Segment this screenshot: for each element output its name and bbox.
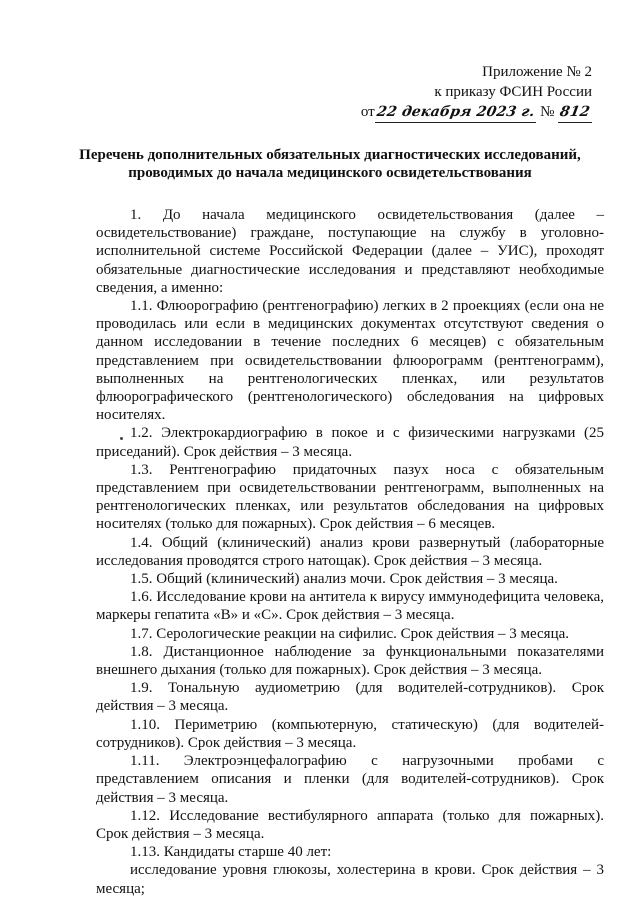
date-prefix: от bbox=[360, 104, 375, 120]
paragraph-1-13-item: исследование уровня глюкозы, холестерина в крови. Срок действия – 3 месяца; bbox=[96, 862, 604, 897]
paragraph-1-11: 1.11. Электроэнцефалографию с нагрузочными пробами с представлением описания и пленки (для водителей-сотрудников). Срок действия – 3 месяца. bbox=[96, 753, 604, 806]
paragraph-1-7: 1.7. Серологические реакции на сифилис. Срок действия – 3 месяца. bbox=[130, 625, 570, 642]
appendix-number: Приложение № 2 bbox=[482, 64, 592, 80]
paragraph-1-10: 1.10. Периметрию (компьютерную, статическую) (для водителей-сотрудников). Срок действия – 3 месяца. bbox=[96, 716, 604, 751]
title-line-2: проводимых до начала медицинского освидетельствования bbox=[128, 165, 532, 181]
paragraph-1-9: 1.9. Тональную аудиометрию (для водителей-сотрудников). Срок действия – 3 месяца. bbox=[96, 680, 604, 715]
paragraph-1-4: 1.4. Общий (клинический) анализ крови развернутый (лабораторные исследования проводятся строго натощак). Срок действия – 3 месяца. bbox=[96, 534, 604, 569]
order-number-label: № bbox=[540, 104, 555, 120]
order-date-handwritten: 22 декабря 2023 г. bbox=[375, 104, 536, 120]
paragraph-1-2: 1.2. Электрокардиографию в покое и с физическими нагрузками (25 приседаний). Срок действия – 3 месяца. bbox=[96, 425, 604, 460]
order-date-line bbox=[361, 102, 592, 123]
appendix-header bbox=[361, 62, 592, 123]
order-reference: к приказу ФСИН России bbox=[434, 84, 592, 100]
paragraph-1-12: 1.12. Исследование вестибулярного аппарата (только для пожарных). Срок действия – 3 месяца. bbox=[96, 807, 604, 842]
document-title bbox=[60, 146, 600, 182]
paragraph-1-1: 1.1. Флюорографию (рентгенографию) легких в 2 проекциях (если она не проводилась или если в медицинских документах отсутствуют сведения о данном исследовании в течение последних 6 месяцев) с обязательным представлением при освидетельствовании флюорограмм (рентгенограмм), выполненных на рентгенологических пленках, или результатов флюорографического (рентгенологического) обследования на цифровых носителях. bbox=[96, 298, 604, 424]
order-number-handwritten: 812 bbox=[558, 104, 592, 120]
paragraph-1-13: 1.13. Кандидаты старше 40 лет: bbox=[130, 844, 332, 861]
title-line-1: Перечень дополнительных обязательных диагностических исследований, bbox=[79, 147, 581, 163]
paragraph-1-3: 1.3. Рентгенографию придаточных пазух носа с обязательным представлением при освидетельствовании рентгенограмм, выполненных на рентгенологических пленках, или результатов обследования на цифровых носителях (только для пожарных). Срок действия – 6 месяцев. bbox=[96, 461, 604, 533]
paragraph-1-8: 1.8. Дистанционное наблюдение за функциональными показателями внешнего дыхания (только для пожарных). Срок действия – 3 месяца. bbox=[96, 643, 604, 679]
paragraph-1-6: 1.6. Исследование крови на антитела к вирусу иммунодефицита человека, маркеры гепатита «В» и «С». Срок действия – 3 месяца. bbox=[96, 589, 604, 624]
order-number-field bbox=[558, 102, 592, 123]
order-date-field bbox=[375, 102, 537, 123]
paragraph-1: 1. До начала медицинского освидетельствования (далее – освидетельствование) граждане, поступающие на службу в уголовно-исполнительной системе Российской Федерации (далее – УИС), проходят обязательные диагностические исследования и представляют необходимые сведения, а именно: bbox=[96, 207, 604, 296]
document-body bbox=[96, 206, 604, 898]
paragraph-1-5: 1.5. Общий (клинический) анализ мочи. Срок действия – 3 месяца. bbox=[130, 571, 558, 588]
